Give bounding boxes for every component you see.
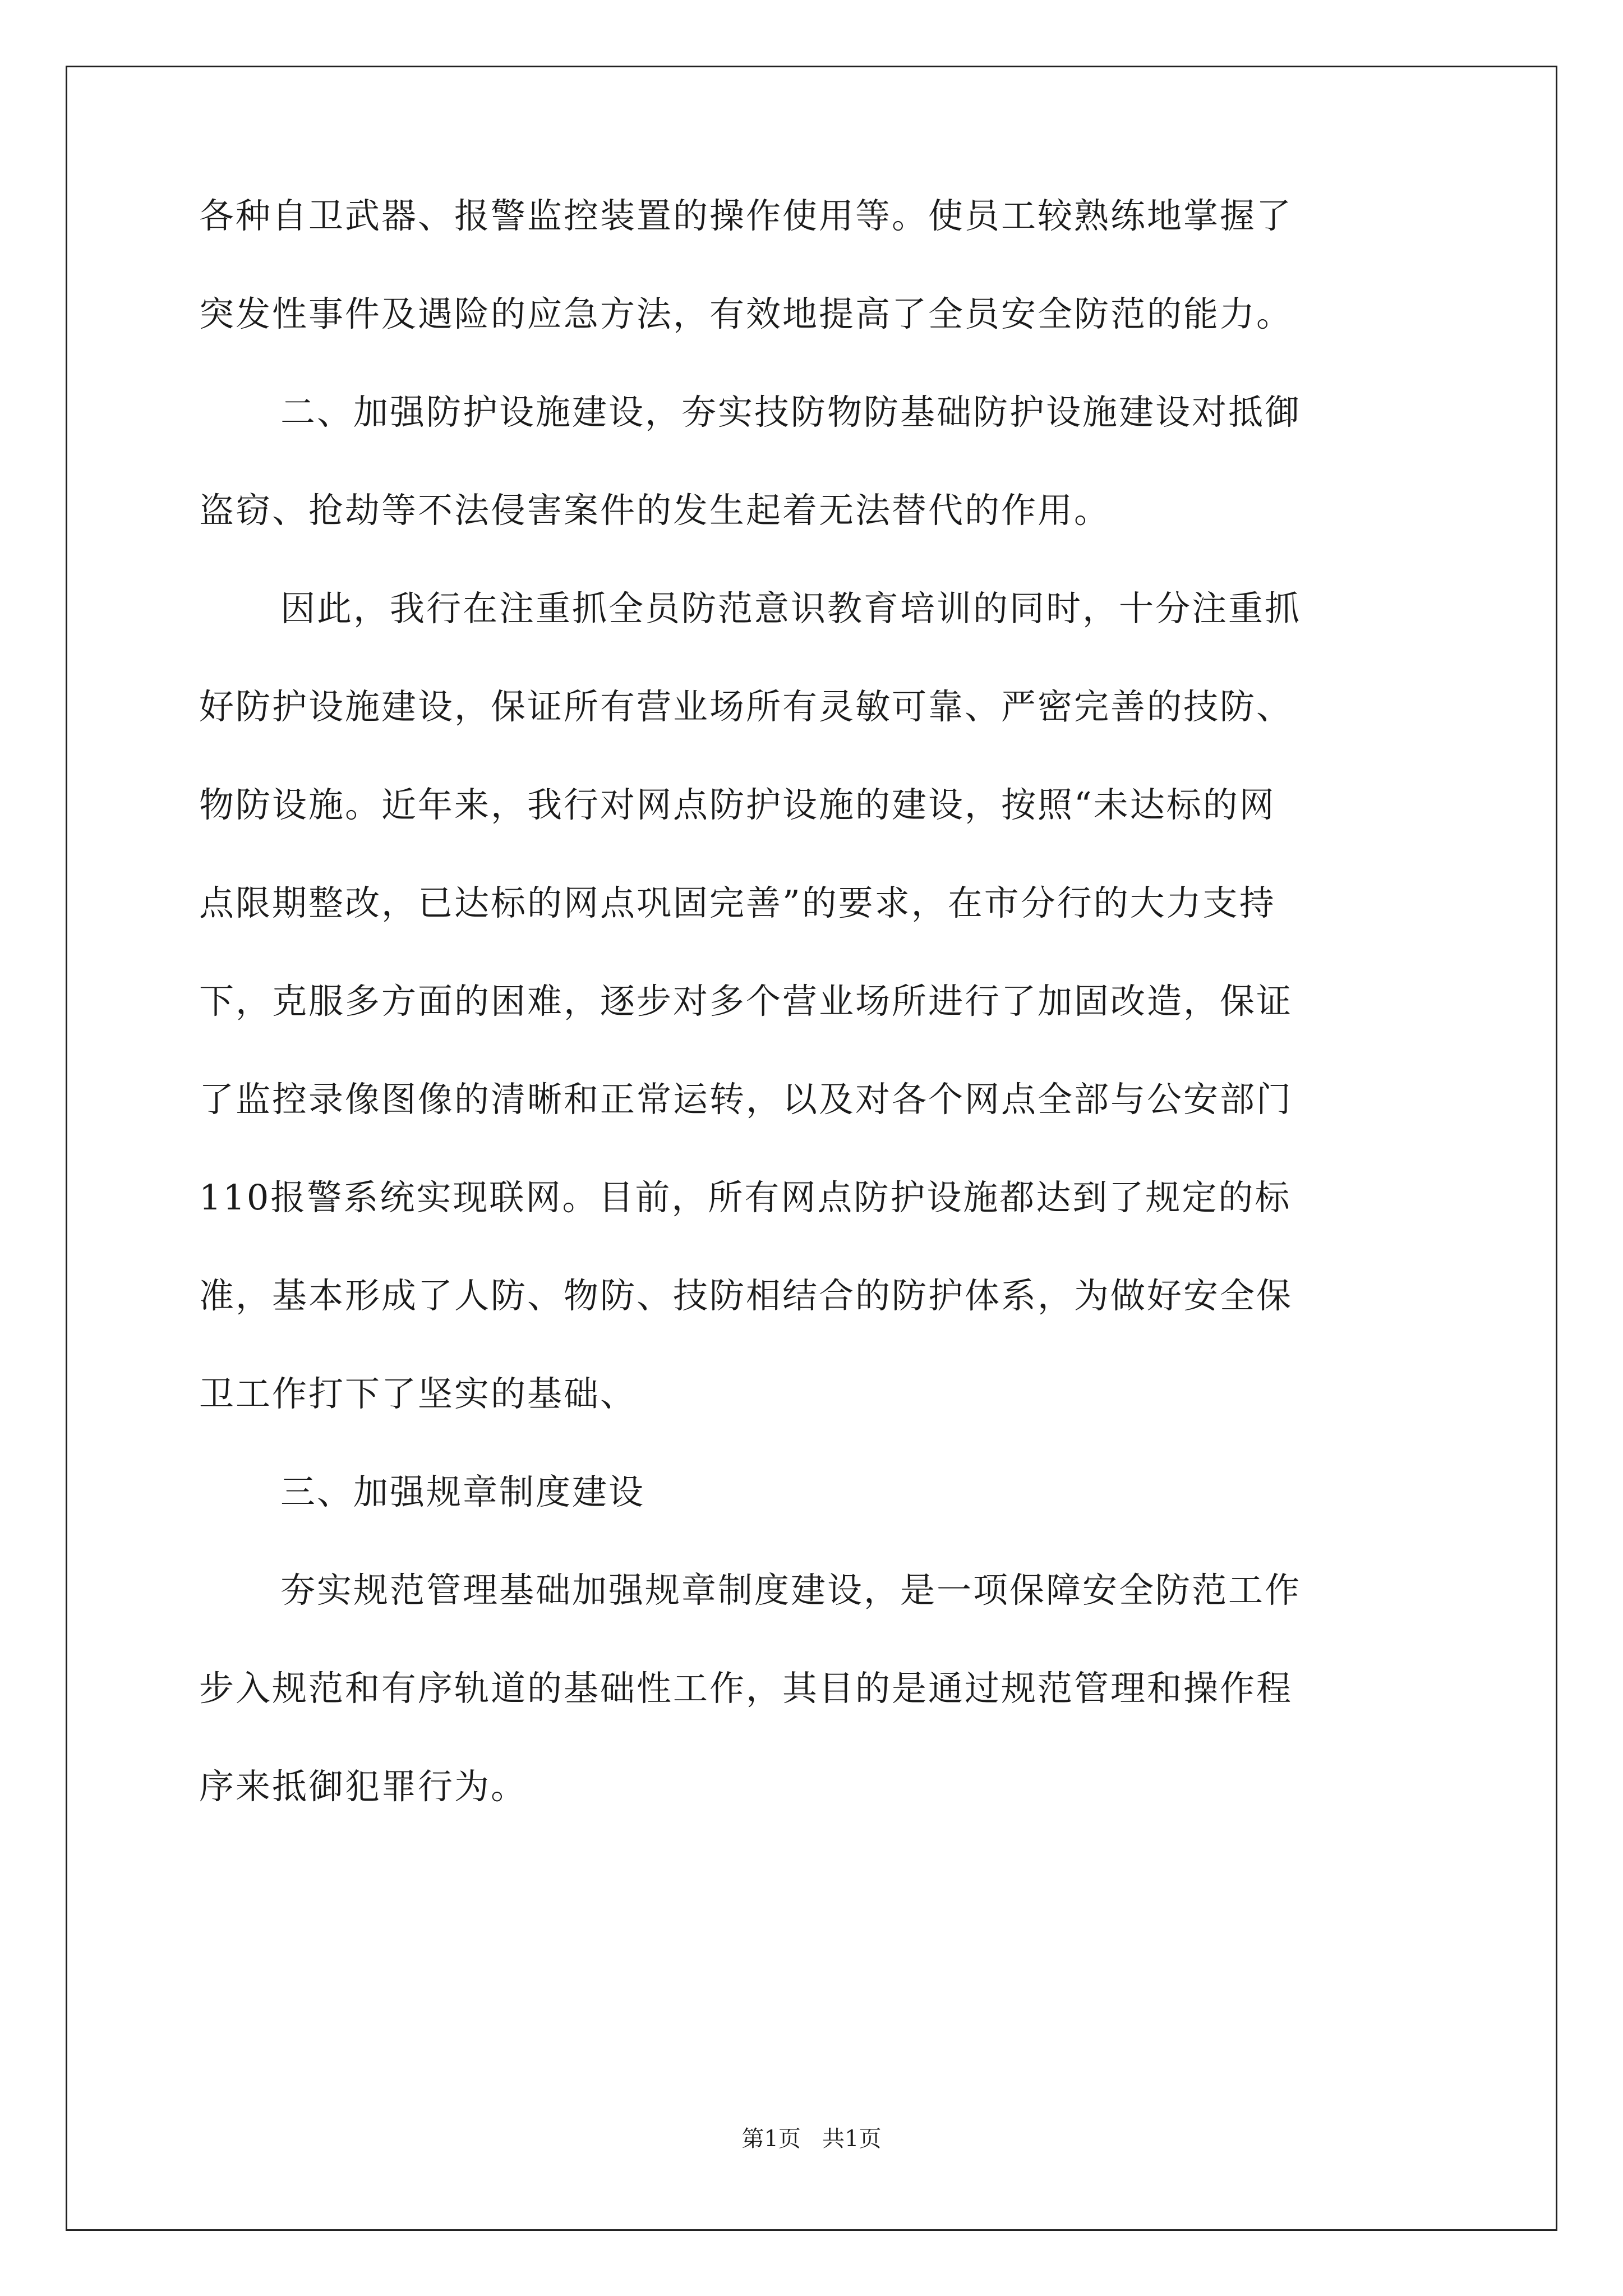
text-line: 下，克服多方面的困难，逐步对多个营业场所进行了加固改造，保证 <box>199 981 1293 1022</box>
text-line: 了监控录像图像的清晰和正常运转，以及对各个网点全部与公安部门 <box>199 1079 1293 1120</box>
text-line: 物防设施。近年来，我行对网点防护设施的建设，按照“未达标的网 <box>199 784 1276 825</box>
text-line: 夯实规范管理基础加强规章制度建设，是一项保障安全防范工作 <box>280 1570 1302 1611</box>
text-line: 盗窃、抢劫等不法侵害案件的发生起着无法替代的作用。 <box>199 490 1111 531</box>
text-line: 好防护设施建设，保证所有营业场所有灵敏可靠、严密完善的技防、 <box>199 686 1293 727</box>
page-footer: 第1页 共1页 <box>741 2126 882 2152</box>
text-line: 步入规范和有序轨道的基础性工作，其目的是通过规范管理和操作程 <box>199 1668 1293 1709</box>
text-line: 点限期整改，已达标的网点巩固完善”的要求，在市分行的大力支持 <box>199 882 1276 923</box>
text-line: 各种自卫武器、报警监控装置的操作使用等。使员工较熟练地掌握了 <box>199 195 1293 236</box>
section-heading: 三、加强规章制度建设 <box>280 1471 645 1512</box>
text-line: 二、加强防护设施建设，夯实技防物防基础防护设施建设对抵御 <box>280 392 1302 432</box>
text-line: 准，基本形成了人防、物防、技防相结合的防护体系，为做好安全保 <box>199 1275 1293 1316</box>
text-line: 突发性事件及遇险的应急方法，有效地提高了全员安全防范的能力。 <box>199 293 1293 334</box>
text-line: 卫工作打下了坚实的基础、 <box>199 1373 637 1414</box>
page-border <box>66 66 1557 2231</box>
text-line: 序来抵御犯罪行为。 <box>199 1766 528 1807</box>
text-line: 110报警系统实现联网。目前，所有网点防护设施都达到了规定的标 <box>199 1177 1292 1218</box>
text-line: 因此，我行在注重抓全员防范意识教育培训的同时，十分注重抓 <box>280 588 1302 629</box>
